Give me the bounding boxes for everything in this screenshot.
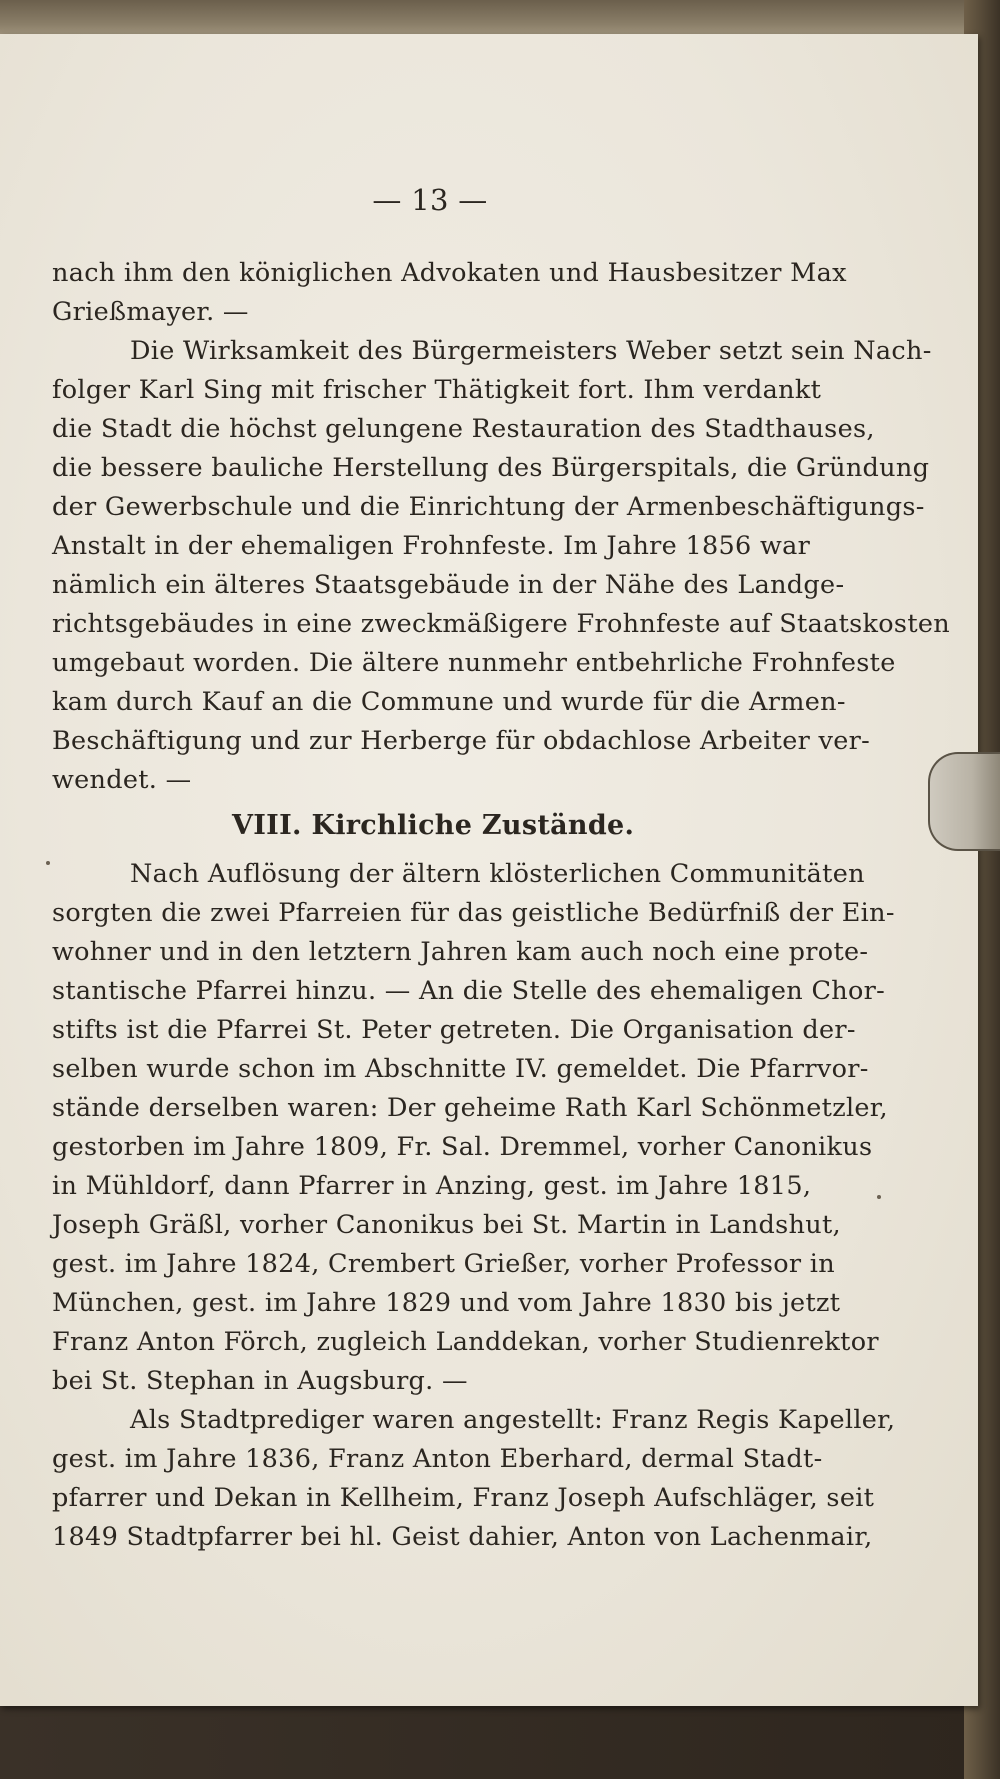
text-line: wendet. — <box>52 765 192 795</box>
text-line: folger Karl Sing mit frischer Thätigkeit fort. Ihm verdankt <box>52 375 822 405</box>
text-line: gest. im Jahre 1824, Crembert Grießer, vorher Professor in <box>52 1249 835 1279</box>
text-line: die bessere bauliche Herstellung des Bürgerspitals, die Gründung <box>52 453 930 483</box>
text-line: gestorben im Jahre 1809, Fr. Sal. Dremmel, vorher Canonikus <box>52 1132 873 1162</box>
text-line: umgebaut worden. Die ältere nunmehr entbehrliche Frohnfeste <box>52 648 896 678</box>
text-line: selben wurde schon im Abschnitte IV. gemeldet. Die Pfarrvor- <box>52 1054 869 1084</box>
text-line: 1849 Stadtpfarrer bei hl. Geist dahier, Anton von Lachenmair, <box>52 1522 873 1552</box>
text-line: Franz Anton Förch, zugleich Landdekan, vorher Studienrektor <box>52 1327 879 1357</box>
text-line: gest. im Jahre 1836, Franz Anton Eberhard, dermal Stadt- <box>52 1444 823 1474</box>
text-line: Als Stadtprediger waren angestellt: Franz Regis Kapeller, <box>130 1405 896 1435</box>
text-line: die Stadt die höchst gelungene Restauration des Stadthauses, <box>52 414 875 444</box>
text-line: München, gest. im Jahre 1829 und vom Jahre 1830 bis jetzt <box>52 1288 841 1318</box>
text-line: nämlich ein älteres Staatsgebäude in der Nähe des Landge- <box>52 570 845 600</box>
page-text <box>52 170 950 1557</box>
text-line: stantische Pfarrei hinzu. — An die Stelle des ehemaligen Chor- <box>52 976 886 1006</box>
text-line: Anstalt in der ehemaligen Frohnfeste. Im Jahre 1856 war <box>52 531 811 561</box>
text-line: Nach Auflösung der ältern klösterlichen Communitäten <box>130 859 865 889</box>
text-line: Joseph Gräßl, vorher Canonikus bei St. Martin in Landshut, <box>52 1210 841 1240</box>
paper-blemish <box>46 861 50 865</box>
section-heading: VIII. Kirchliche Zustände. <box>232 810 635 841</box>
page-number: — 13 — <box>372 183 488 217</box>
bookmark-tab <box>928 752 1000 851</box>
text-line: stände derselben waren: Der geheime Rath Karl Schönmetzler, <box>52 1093 888 1123</box>
text-line: wohner und in den letztern Jahren kam auch noch eine prote- <box>52 937 869 967</box>
text-line: nach ihm den königlichen Advokaten und Hausbesitzer Max <box>52 258 847 288</box>
text-line: stifts ist die Pfarrei St. Peter getreten. Die Organisation der- <box>52 1015 856 1045</box>
text-line: kam durch Kauf an die Commune und wurde für die Armen- <box>52 687 846 717</box>
text-line: pfarrer und Dekan in Kellheim, Franz Joseph Aufschläger, seit <box>52 1483 875 1513</box>
text-line: sorgten die zwei Pfarreien für das geistliche Bedürfniß der Ein- <box>52 898 895 928</box>
text-line: richtsgebäudes in eine zweckmäßigere Frohnfeste auf Staatskosten <box>52 609 950 639</box>
text-line: Beschäftigung und zur Herberge für obdachlose Arbeiter ver- <box>52 726 870 756</box>
text-line: Grießmayer. — <box>52 297 249 327</box>
text-line: in Mühldorf, dann Pfarrer in Anzing, gest. im Jahre 1815, <box>52 1171 812 1201</box>
paper-blemish <box>877 1195 881 1199</box>
text-line: Die Wirksamkeit des Bürgermeisters Weber setzt sein Nach- <box>130 336 932 366</box>
text-line: der Gewerbschule und die Einrichtung der Armenbeschäftigungs- <box>52 492 925 522</box>
text-line: bei St. Stephan in Augsburg. — <box>52 1366 468 1396</box>
